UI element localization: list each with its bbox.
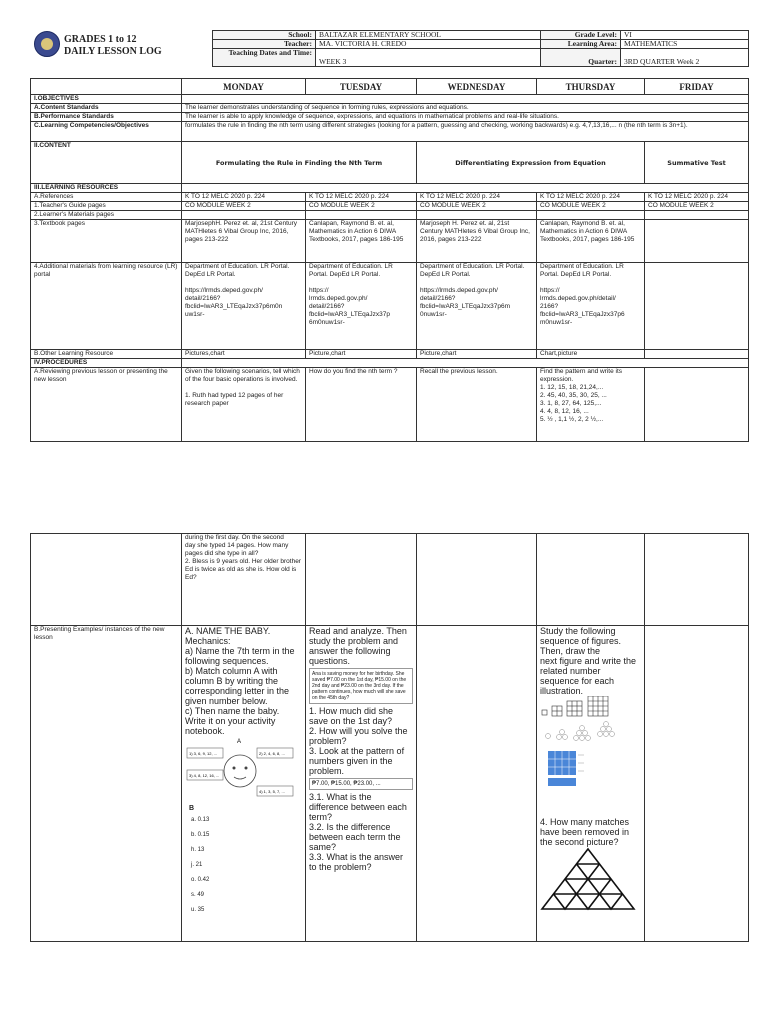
answer-3: j. 21 — [191, 862, 203, 868]
presenting-mon-cell — [182, 626, 306, 942]
textbook-label: 3.Textbook pages — [31, 220, 182, 263]
performance-standards-label: B.Performance Standards — [31, 113, 182, 122]
day-monday: MONDAY — [182, 79, 306, 95]
square-figure-3 — [567, 701, 582, 716]
teacher-label: Teacher: — [213, 40, 316, 49]
content-standards-label: A.Content Standards — [31, 104, 182, 113]
performance-standards-text: The learner is able to apply knowledge of sequence, expressions, and equations in mathematical problems and real-life situations. — [182, 113, 749, 122]
seq-3: 3) 4, 8, 12, 16, ... — [189, 773, 220, 778]
content-standards-text: The learner demonstrates understanding of sequence in forming rules, expressions and equations. — [182, 104, 749, 113]
answer-6: u. 35 — [191, 907, 205, 913]
other-mon: Pictures,chart — [182, 350, 306, 359]
other-fri — [645, 350, 749, 359]
matchstick-triangle-figure — [540, 847, 636, 911]
presenting-tue-questions: 1. How much did she save on the 1st day? 2. How will you solve the problem? 3. Look at the pattern of numbers given in the problem. — [309, 706, 408, 776]
review-mon: Given the following scenarios, tell which of the four basic operations is involved. 1. Ruth had typed 12 pages of her research paper — [182, 368, 306, 442]
review-wed: Recall the previous lesson. — [417, 368, 537, 442]
competencies-label: C.Learning Competencies/Objectives — [31, 122, 182, 142]
deped-seal-logo — [34, 31, 60, 57]
quarter-value: 3RD QUARTER Week 2 — [621, 49, 749, 67]
day-thursday: THURSDAY — [537, 79, 645, 95]
references-wed: K TO 12 MELC 2020 p. 224 — [417, 193, 537, 202]
other-resource-label: B.Other Learning Resource — [31, 350, 182, 359]
additional-wed: Department of Education. LR Portal. DepEd LR Portal. https://lrmds.deped.gov.ph/ detail/2166? fbclid=IwAR3_LTEqaJzx37p6m 0nuw1sr- — [417, 263, 537, 350]
presenting-thu-text: Study the following sequence of figures. Then, draw the next figure and write the related number sequence for each illustration. — [540, 626, 637, 696]
resources-blank — [182, 184, 749, 193]
presenting-label: B.Presenting Examples/ instances of the new lesson — [31, 626, 182, 942]
textbook-mon: MarjosephH. Perez et. al, 21st Century MATHletes 6 Vibal Group Inc, 2016, pages 213-222 — [182, 220, 306, 263]
tg-tue: CO MODULE WEEK 2 — [306, 202, 417, 211]
column-b-label: B — [189, 805, 195, 812]
square-figure-4 — [588, 696, 608, 716]
additional-tue: Department of Education. LR Portal. DepEd LR Portal. https:// lrmds.deped.gov.ph/ detail/2166? fbclid=IwAR3_LTEqaJzx37p 6m0nuw1sr- — [306, 263, 417, 350]
presenting-tue-questions2: 3.1. What is the difference between each term? 3.2. Is the difference between each term the same? 3.3. What is the answer to the problem? — [309, 792, 407, 872]
textbook-thu: Canlapan, Raymond B. et. al, Mathematics in Action 6 DIWA Textbooks, 2017, pages 186-195 — [537, 220, 645, 263]
school-value: BALTAZAR ELEMENTARY SCHOOL — [316, 31, 541, 40]
corner-cell — [31, 79, 182, 95]
competencies-text: formulates the rule in finding the nth term using different strategies (looking for a pattern, guessing and checking, working backwards) e.g. 4,7,13,16,... n (the nth term is 3n+1). — [182, 122, 749, 142]
answer-5: s. 49 — [191, 892, 205, 898]
header-info-table — [212, 30, 749, 67]
additional-label: 4.Additional materials from learning resource (LR) portal — [31, 263, 182, 350]
answer-1: b. 0.15 — [191, 832, 210, 838]
grade-label: Grade Level: — [541, 31, 621, 40]
day-friday: FRIDAY — [645, 79, 749, 95]
form-title-line2: DAILY LESSON LOG — [64, 46, 162, 57]
form-title-line1: GRADES 1 to 12 — [64, 34, 137, 45]
other-wed: Picture,chart — [417, 350, 537, 359]
square-figure-1 — [542, 710, 547, 715]
textbook-tue: Canlapan, Raymond B. et. al, Mathematics in Action 6 DIWA Textbooks, 2017, pages 186-195 — [306, 220, 417, 263]
topic-wed-thu: Differentiating Expression from Equation — [417, 142, 645, 184]
additional-mon: Department of Education. LR Portal. DepEd LR Portal. https://lrmds.deped.gov.ph/ detail/2166? fbclid=IwAR3_LTEqaJzx37p6m0n uw1sr- — [182, 263, 306, 350]
tg-fri: CO MODULE WEEK 2 — [645, 202, 749, 211]
column-a-label: A — [237, 739, 242, 745]
quarter-label: Quarter: — [541, 49, 621, 67]
seq-2: 2) 2, 4, 6, 8, ... — [259, 751, 285, 756]
seq-4: 4) 1, 3, 5, 7, ... — [259, 789, 285, 794]
presenting-thu-question: 4. How many matches have been removed in the second picture? — [540, 817, 630, 847]
presenting-mon-text: A. NAME THE BABY. Mechanics: a) Name the 7th term in the following sequences. b) Match column A with column B by writing the corresponding letter in the given number below. c) Then name the baby. Write it on your activity notebook. — [185, 626, 295, 736]
figure-sequence-illustration — [540, 696, 640, 814]
baby-face-icon — [224, 755, 256, 787]
review-label: A.Reviewing previous lesson or presenting the new lesson — [31, 368, 182, 442]
lm-label: 2.Learner's Materials pages — [31, 211, 182, 220]
blue-block-figure — [548, 751, 584, 786]
circle-triangle-figures — [546, 722, 615, 741]
lesson-log-table-page2 — [30, 533, 749, 942]
presenting-tue-intro: Read and analyze. Then study the problem and answer the following questions. — [309, 626, 407, 666]
content-heading: II.CONTENT — [31, 142, 182, 184]
dates-value: WEEK 3 — [316, 49, 541, 67]
dates-label: Teaching Dates and Time: — [213, 49, 316, 67]
answer-0: a. 0.13 — [191, 817, 210, 823]
resources-heading: III.LEARNING RESOURCES — [31, 184, 182, 193]
square-figure-2 — [552, 706, 562, 716]
area-label: Learning Area: — [541, 40, 621, 49]
tg-mon: CO MODULE WEEK 2 — [182, 202, 306, 211]
other-tue: Picture,chart — [306, 350, 417, 359]
references-thu: K TO 12 MELC 2020 p. 224 — [537, 193, 645, 202]
procedures-heading: IV.PROCEDURES — [31, 359, 182, 368]
day-tuesday: TUESDAY — [306, 79, 417, 95]
baby-matching-illustration — [185, 736, 295, 802]
school-label: School: — [213, 31, 316, 40]
problem-box: Ana is saving money for her birthday. She saved ₱7.00 on the 1st day, ₱15.00 on the 2nd day and ₱23.00 on the 3rd day. If the pattern continues, how much will she save on the 45th day? — [309, 668, 413, 704]
tg-label: 1.Teacher's Guide pages — [31, 202, 182, 211]
other-thu: Chart,picture — [537, 350, 645, 359]
teacher-value: MA. VICTORIA H. CREDO — [316, 40, 541, 49]
topic-mon-tue: Formulating the Rule in Finding the Nth Term — [182, 142, 417, 184]
topic-friday: Summative Test — [645, 142, 749, 184]
presenting-tue-cell — [306, 626, 417, 942]
area-value: MATHEMATICS — [621, 40, 749, 49]
references-fri: K TO 12 MELC 2020 p. 224 — [645, 193, 749, 202]
lesson-log-table — [30, 78, 749, 442]
additional-thu: Department of Education. LR Portal. DepEd LR Portal. https:// lrmds.deped.gov.ph/detail/ 2166? fbclid=IwAR3_LTEqaJzx37p6 m0nuw1sr- — [537, 263, 645, 350]
tg-wed: CO MODULE WEEK 2 — [417, 202, 537, 211]
seq-1: 1) 3, 6, 9, 12, ... — [189, 751, 218, 756]
review-mon-continued: during the first day. On the second day she typed 14 pages. How many pages did she type in all? 2. Bless is 9 years old. Her older brother Ed is twice as old as she is. How old is Ed? — [182, 534, 306, 626]
answer-4: o. 0.42 — [191, 877, 210, 883]
objectives-heading: I.OBJECTIVES — [31, 95, 182, 104]
review-tue: How do you find the nth term ? — [306, 368, 417, 442]
presenting-thu-cell — [537, 626, 645, 942]
objectives-blank — [182, 95, 749, 104]
review-thu: Find the pattern and write its expression. 1. 12, 15, 18, 21,24,... 2. 45, 40, 35, 30, 25, ... 3. 1, 8, 27, 64, 125,... 4. 4, 8, 12, 16, ... 5. ½ , 1,1 ½, 2, 2 ½,... — [537, 368, 645, 442]
answer-2: h. 13 — [191, 847, 205, 853]
grade-value: VI — [621, 31, 749, 40]
textbook-wed: Marjoseph H. Perez et. al, 21st Century MATHletes 6 Vibal Group Inc, 2016, pages 213-222 — [417, 220, 537, 263]
references-tue: K TO 12 MELC 2020 p. 224 — [306, 193, 417, 202]
pattern-box: ₱7.00, ₱15.00, ₱23.00, ... — [309, 778, 413, 790]
day-wednesday: WEDNESDAY — [417, 79, 537, 95]
references-label: A.References — [31, 193, 182, 202]
tg-thu: CO MODULE WEEK 2 — [537, 202, 645, 211]
references-mon: K TO 12 MELC 2020 p. 224 — [182, 193, 306, 202]
